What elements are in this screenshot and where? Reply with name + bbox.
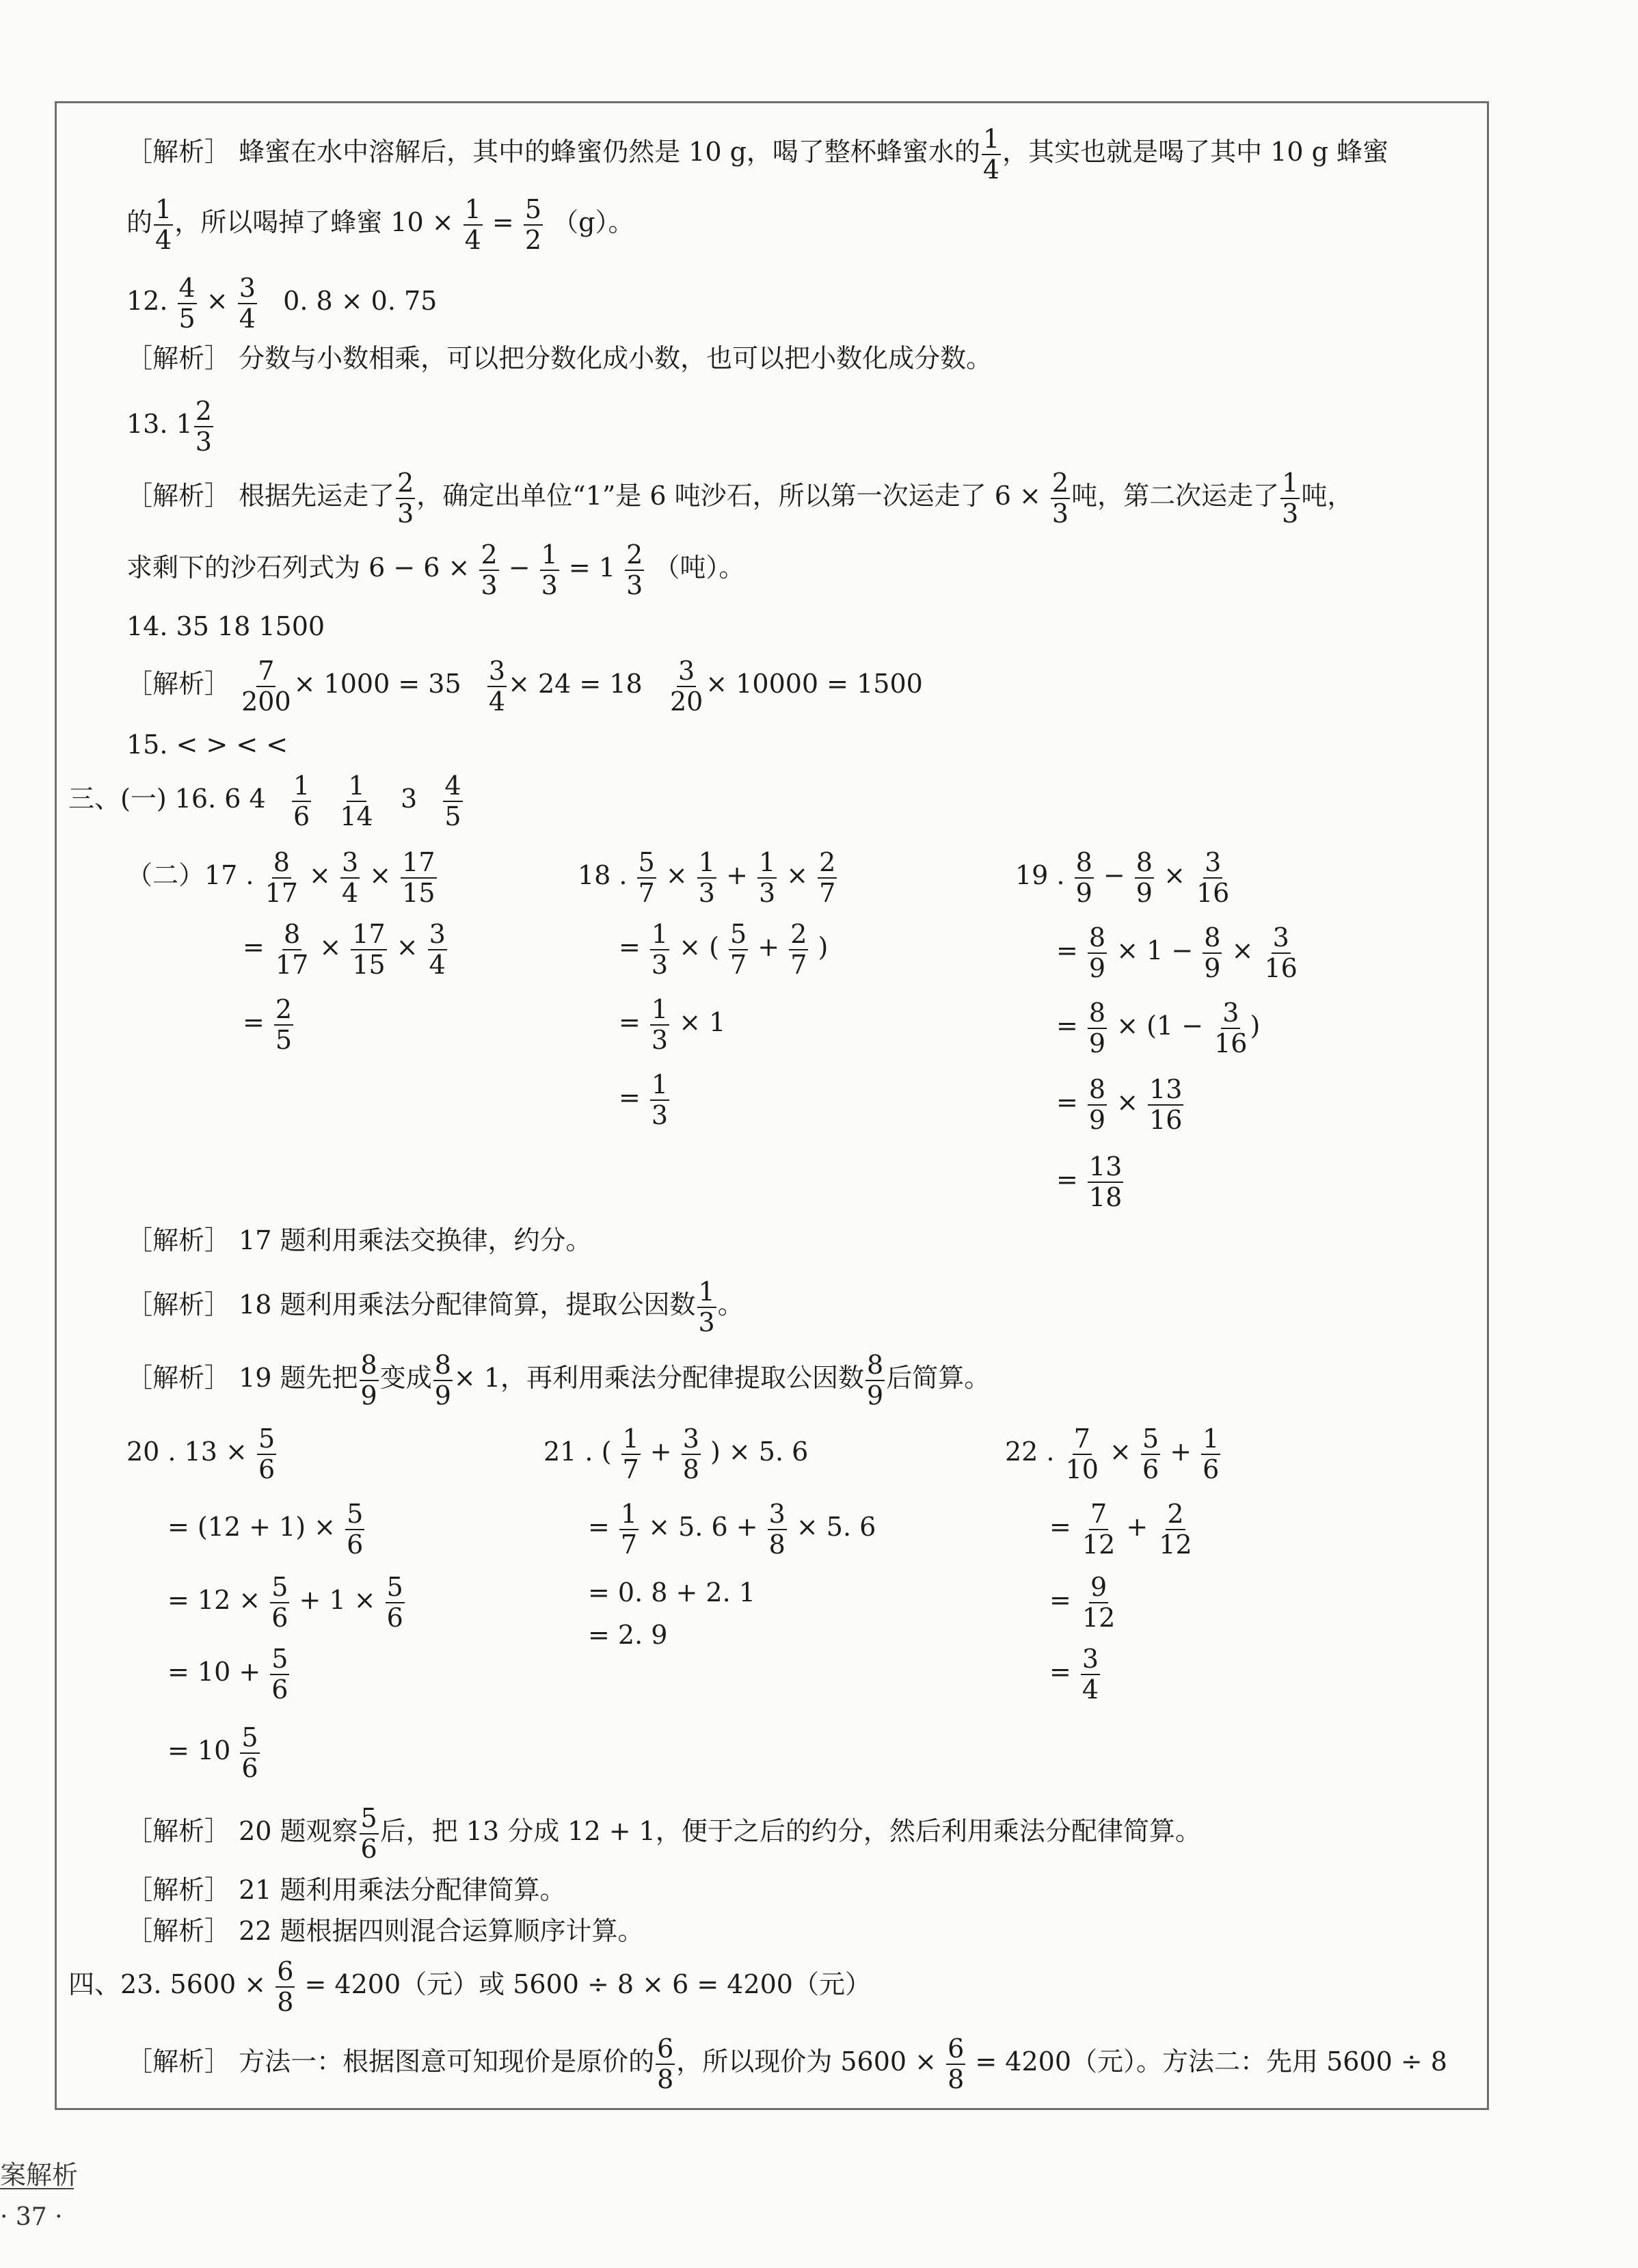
fraction-6-8: $\frac{6}{8}$ xyxy=(948,2033,965,2094)
text: 四、23. 5600 × xyxy=(68,1969,267,2000)
fraction-6-8: $\frac{6}{8}$ xyxy=(657,2033,674,2094)
text: × 24 = 18 xyxy=(508,669,643,699)
text: = 4200（元）或 5600 ÷ 8 × 6 = 4200（元） xyxy=(304,1969,871,2000)
fraction-2-7: $\frac{2}{7}$ xyxy=(819,847,836,908)
q19-analysis xyxy=(126,1350,990,1410)
q17-step2: = $\frac{8}{17}$ × $\frac{17}{15}$ × $\frac{3}{4}$ xyxy=(243,919,446,980)
fraction-5-6: $\frac{5}{6}$ xyxy=(241,1722,258,1783)
question-number: 22 . xyxy=(1005,1437,1055,1467)
fraction-1-4: $\frac{1}{4}$ xyxy=(464,194,481,255)
fraction-1-6: $\frac{1}{6}$ xyxy=(1203,1424,1220,1484)
text: ［解析］ 根据先运走了 xyxy=(126,481,395,511)
text: 变成 xyxy=(379,1363,432,1393)
text: ［解析］ 18 题利用乘法分配律简算，提取公因数 xyxy=(126,1290,696,1320)
fraction-17-15: $\frac{17}{15}$ xyxy=(402,847,435,908)
fraction-8-9: $\frac{8}{9}$ xyxy=(434,1350,451,1411)
fraction-1-7: $\frac{1}{7}$ xyxy=(620,1499,638,1560)
fraction-3-4: $\frac{3}{4}$ xyxy=(488,656,506,717)
q18-step1: 18 . $\frac{5}{7}$ × $\frac{1}{3}$ + $\frac{1}{3}$ × $\frac{2}{7}$ xyxy=(578,847,836,908)
fraction-8-9: $\frac{8}{9}$ xyxy=(1204,922,1221,983)
page-number: · 37 · xyxy=(0,2203,63,2231)
fraction-1-3: $\frac{1}{3}$ xyxy=(1282,468,1299,529)
fraction-5-7: $\frac{5}{7}$ xyxy=(730,919,747,980)
q21-step1: 21 . ( $\frac{1}{7}$ + $\frac{3}{8}$ ) × 5. 6 xyxy=(543,1424,809,1484)
question-number: 18 . xyxy=(578,860,628,891)
fraction-1-7: $\frac{1}{7}$ xyxy=(622,1424,639,1484)
fraction-8-17: $\frac{8}{17}$ xyxy=(275,919,309,980)
fraction-1-3: $\frac{1}{3}$ xyxy=(651,919,669,980)
q20-step4: = 10 + $\frac{5}{6}$ xyxy=(167,1644,288,1705)
fraction-8-9: $\frac{8}{9}$ xyxy=(867,1350,884,1411)
q13-analysis-line2: 求剩下的沙石列式为 6 − 6 × $\frac{2}{3}$ − $\frac{1}{3}$ = 1 $\frac{2}{3}$ （吨）。 xyxy=(126,539,745,600)
text: ［解析］ 蜂蜜在水中溶解后，其中的蜂蜜仍然是 10 g，喝了整杯蜂蜜水的 xyxy=(126,137,980,168)
fraction-3-8: $\frac{3}{8}$ xyxy=(768,1499,786,1560)
question-number: 21 . xyxy=(543,1437,593,1467)
q11-analysis-line1 xyxy=(126,124,1388,184)
fraction-3-4: $\frac{3}{4}$ xyxy=(341,847,359,908)
fraction-5-6: $\frac{5}{6}$ xyxy=(360,1803,377,1864)
text: 3 xyxy=(400,784,418,814)
fraction-13-16: $\frac{13}{16}$ xyxy=(1149,1074,1183,1135)
text: 13. 1 xyxy=(126,409,193,440)
q12-answer: 12. $\frac{4}{5}$ × $\frac{3}{4}$ 0. 8 × 0. 75 xyxy=(126,273,438,334)
q21-analysis: ［解析］ 21 题利用乘法分配律简算。 xyxy=(126,1875,566,1905)
fraction-2-3: $\frac{2}{3}$ xyxy=(195,396,212,457)
fraction-2-5: $\frac{2}{5}$ xyxy=(275,994,293,1055)
question-number: 12. xyxy=(126,286,168,317)
fraction-5-2: $\frac{5}{2}$ xyxy=(524,194,542,255)
fraction-1-14: $\frac{1}{14}$ xyxy=(340,771,373,831)
q18-step3: = $\frac{1}{3}$ × 1 xyxy=(619,994,726,1055)
text: 的 xyxy=(126,207,153,238)
fraction-8-9: $\frac{8}{9}$ xyxy=(360,1350,377,1411)
fraction-1-3: $\frac{1}{3}$ xyxy=(698,847,715,908)
q22-step3: = $\frac{9}{12}$ xyxy=(1049,1572,1116,1633)
q20-step3: = 12 × $\frac{5}{6}$ + 1 × $\frac{5}{6}$ xyxy=(167,1572,403,1633)
text: ［解析］ 方法一：根据图意可知现价是原价的 xyxy=(126,2046,655,2077)
fraction-5-6: $\frac{5}{6}$ xyxy=(258,1424,276,1484)
fraction-8-9: $\frac{8}{9}$ xyxy=(1075,847,1092,908)
fraction-2-3: $\frac{2}{3}$ xyxy=(626,539,643,600)
fraction-5-6: $\frac{5}{6}$ xyxy=(271,1572,288,1633)
text: ［解析］ xyxy=(126,669,231,699)
fraction-5-6: $\frac{5}{6}$ xyxy=(386,1572,403,1633)
fraction-5-6: $\frac{5}{6}$ xyxy=(271,1644,288,1705)
fraction-3-20: $\frac{3}{20}$ xyxy=(669,656,703,717)
text: ，其实也就是喝了其中 10 g 蜂蜜 xyxy=(1002,137,1389,168)
fraction-8-9: $\frac{8}{9}$ xyxy=(1136,847,1153,908)
q17-analysis: ［解析］ 17 题利用乘法交换律，约分。 xyxy=(126,1225,592,1255)
q14-answer: 14. 35 18 1500 xyxy=(126,611,325,641)
text: × 1000 = 35 xyxy=(293,669,461,699)
question-number: （二）17 . xyxy=(126,860,254,891)
q14-analysis xyxy=(126,656,923,716)
fraction-1-3: $\frac{1}{3}$ xyxy=(651,1069,669,1130)
q21-step3: = 0. 8 + 2. 1 xyxy=(588,1577,755,1607)
q17-step3: = $\frac{2}{5}$ xyxy=(243,994,293,1055)
fraction-1-3: $\frac{1}{3}$ xyxy=(758,847,776,908)
text: ，确定出单位“1”是 6 吨沙石，所以第一次运走了 6 × xyxy=(416,481,1041,511)
q20-analysis xyxy=(126,1804,1201,1863)
text: 后，把 13 分成 12 + 1，便于之后的约分，然后利用乘法分配律简算。 xyxy=(379,1816,1201,1847)
question-number: 19 . xyxy=(1015,860,1065,891)
q18-step2: = $\frac{1}{3}$ × ( $\frac{5}{7}$ + $\frac{2}{7}$ ) xyxy=(619,919,829,980)
fraction-6-8: $\frac{6}{8}$ xyxy=(277,1956,294,2017)
footer-divider xyxy=(0,2188,74,2189)
fraction-17-15: $\frac{17}{15}$ xyxy=(352,919,386,980)
fraction-7-10: $\frac{7}{10}$ xyxy=(1065,1424,1099,1484)
q19-step5: = $\frac{13}{18}$ xyxy=(1056,1151,1123,1212)
fraction-1-4: $\frac{1}{4}$ xyxy=(982,124,1000,185)
fraction-3-16: $\frac{3}{16}$ xyxy=(1214,998,1248,1058)
fraction-1-6: $\frac{1}{6}$ xyxy=(293,771,310,831)
text: × 10000 = 1500 xyxy=(706,669,923,699)
text: 求剩下的沙石列式为 6 − 6 × xyxy=(126,552,470,583)
fraction-8-9: $\frac{8}{9}$ xyxy=(1088,998,1106,1058)
fraction-3-4: $\frac{3}{4}$ xyxy=(429,919,446,980)
q18-analysis: ［解析］ 18 题利用乘法分配律简算，提取公因数 $\frac{1}{3}$ 。 xyxy=(126,1277,744,1337)
fraction-5-6: $\frac{5}{6}$ xyxy=(1142,1424,1159,1484)
text: 吨， xyxy=(1301,481,1354,511)
text: 后简算。 xyxy=(886,1363,991,1393)
text: × 1，再利用乘法分配律提取公因数 xyxy=(453,1363,865,1393)
fraction-5-6: $\frac{5}{6}$ xyxy=(347,1499,364,1560)
fraction-1-3: $\frac{1}{3}$ xyxy=(541,539,558,600)
fraction-3-8: $\frac{3}{8}$ xyxy=(682,1424,699,1484)
q23-analysis xyxy=(126,2034,1447,2094)
fraction-4-5: $\frac{4}{5}$ xyxy=(444,771,461,831)
q19-step4: = $\frac{8}{9}$ × $\frac{13}{16}$ xyxy=(1056,1074,1183,1135)
fraction-1-3: $\frac{1}{3}$ xyxy=(651,994,669,1055)
fraction-8-17: $\frac{8}{17}$ xyxy=(265,847,298,908)
text: 吨，第二次运走了 xyxy=(1071,481,1280,511)
text: ，所以现价为 5600 × xyxy=(676,2046,937,2077)
text: = 4200（元）。方法二：先用 5600 ÷ 8 xyxy=(975,2046,1447,2077)
q22-step4: = $\frac{3}{4}$ xyxy=(1049,1644,1099,1705)
fraction-7-12: $\frac{7}{12}$ xyxy=(1082,1499,1116,1560)
text: （吨）。 xyxy=(654,552,745,583)
q15-answer: 15. < > < < xyxy=(126,730,288,760)
q23-answer xyxy=(68,1957,871,2016)
q22-step2: = $\frac{7}{12}$ + $\frac{2}{12}$ xyxy=(1049,1499,1192,1560)
fraction-4-5: $\frac{4}{5}$ xyxy=(178,273,196,334)
q22-step1: 22 . $\frac{7}{10}$ × $\frac{5}{6}$ + $\frac{1}{6}$ xyxy=(1005,1424,1220,1484)
q13-analysis-line1 xyxy=(126,468,1353,528)
fraction-1-3: $\frac{1}{3}$ xyxy=(698,1277,715,1337)
footer-section-label: 案解析 xyxy=(0,2160,79,2190)
text: （g）。 xyxy=(552,207,634,238)
fraction-5-7: $\frac{5}{7}$ xyxy=(638,847,655,908)
q21-step4: = 2. 9 xyxy=(588,1620,668,1650)
q21-step2: = $\frac{1}{7}$ × 5. 6 + $\frac{3}{8}$ × 5. 6 xyxy=(588,1499,876,1560)
fraction-2-12: $\frac{2}{12}$ xyxy=(1159,1499,1192,1560)
fraction-3-16: $\frac{3}{16}$ xyxy=(1196,847,1230,908)
q17-step1: （二）17 . $\frac{8}{17}$ × $\frac{3}{4}$ × $\frac{17}{15}$ xyxy=(126,847,435,908)
text: 0. 8 × 0. 75 xyxy=(283,286,438,317)
fraction-8-9: $\frac{8}{9}$ xyxy=(1088,1074,1106,1135)
q13-answer xyxy=(126,397,215,456)
question-number: 20 . 13 × xyxy=(126,1437,247,1467)
q18-step4: = $\frac{1}{3}$ xyxy=(619,1069,669,1130)
q22-analysis: ［解析］ 22 题根据四则混合运算顺序计算。 xyxy=(126,1916,644,1946)
text: 三、(一) 16. 6 4 xyxy=(68,784,266,814)
fraction-2-7: $\frac{2}{7}$ xyxy=(790,919,807,980)
q20-step1 xyxy=(126,1424,278,1484)
q12-analysis: ［解析］ 分数与小数相乘，可以把分数化成小数，也可以把小数化成分数。 xyxy=(126,343,993,373)
fraction-2-3: $\frac{2}{3}$ xyxy=(481,539,498,600)
fraction-9-12: $\frac{9}{12}$ xyxy=(1082,1572,1116,1633)
fraction-2-3: $\frac{2}{3}$ xyxy=(397,468,414,529)
q20-step5: = 10 $\frac{5}{6}$ xyxy=(167,1722,258,1783)
fraction-1-4: $\frac{1}{4}$ xyxy=(155,194,172,255)
q20-step2: = (12 + 1) × $\frac{5}{6}$ xyxy=(167,1499,364,1560)
text: ［解析］ 20 题观察 xyxy=(126,1816,358,1847)
fraction-8-9: $\frac{8}{9}$ xyxy=(1088,922,1106,983)
text: ［解析］ 19 题先把 xyxy=(126,1363,358,1393)
q16-answer xyxy=(68,771,464,831)
fraction-7-200: $\frac{7}{200}$ xyxy=(241,656,291,717)
q11-analysis-line2: 的 $\frac{1}{4}$ ，所以喝掉了蜂蜜 10 × $\frac{1}{4}$ = $\frac{5}{2}$ （g）。 xyxy=(126,194,634,255)
fraction-3-16: $\frac{3}{16}$ xyxy=(1264,922,1298,983)
fraction-2-3: $\frac{2}{3}$ xyxy=(1051,468,1069,529)
fraction-3-4: $\frac{3}{4}$ xyxy=(1082,1644,1099,1705)
fraction-13-18: $\frac{13}{18}$ xyxy=(1088,1151,1123,1212)
text: ，所以喝掉了蜂蜜 10 × xyxy=(174,207,454,238)
q19-step2: = $\frac{8}{9}$ × 1 − $\frac{8}{9}$ × $\frac{3}{16}$ xyxy=(1056,922,1298,983)
q19-step1: 19 . $\frac{8}{9}$ − $\frac{8}{9}$ × $\frac{3}{16}$ xyxy=(1015,847,1230,908)
fraction-3-4: $\frac{3}{4}$ xyxy=(239,273,256,334)
q19-step3: = $\frac{8}{9}$ × (1 − $\frac{3}{16}$ ) xyxy=(1056,998,1261,1058)
